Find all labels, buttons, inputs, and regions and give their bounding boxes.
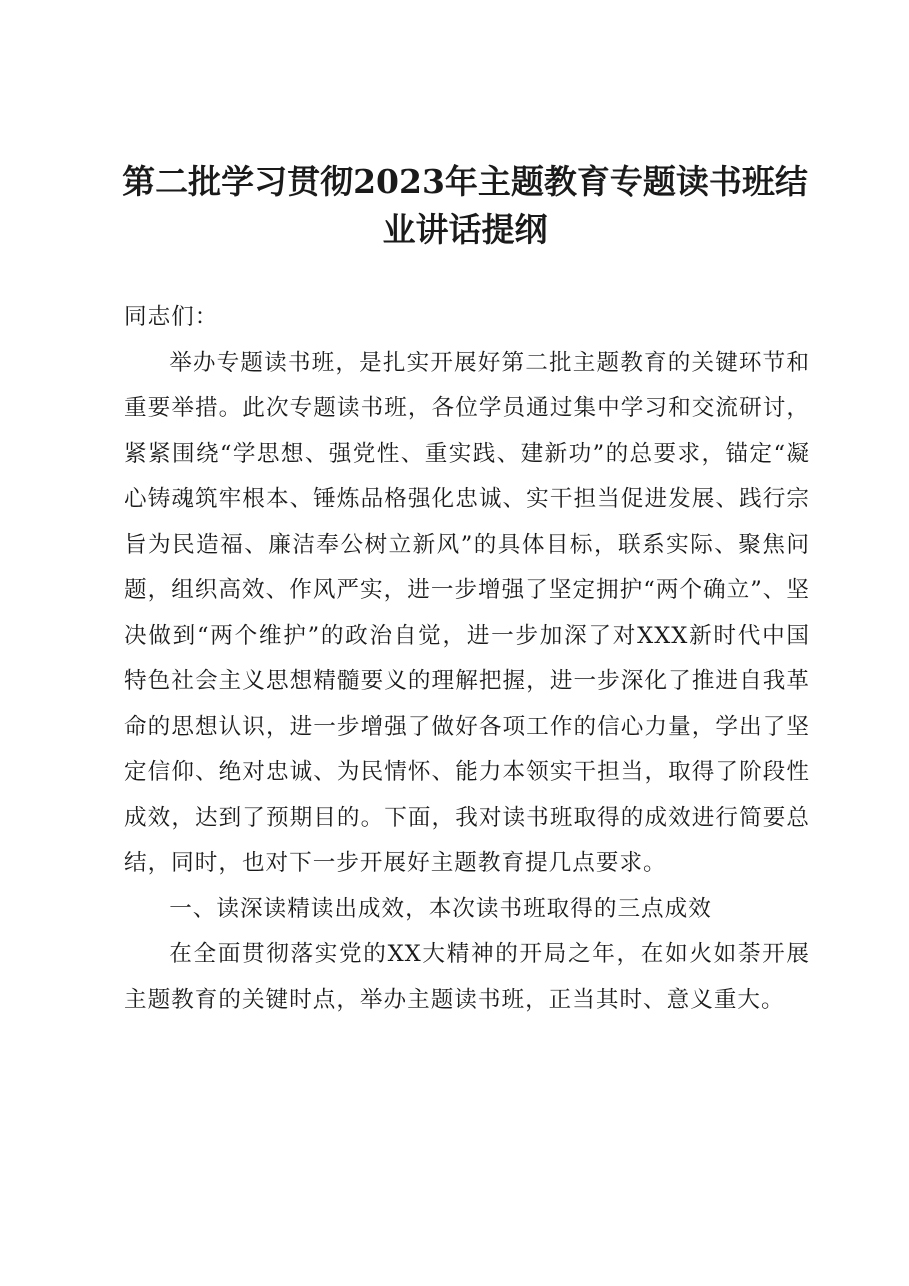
document-body <box>124 295 810 1023</box>
section-heading-1: 一、读深读精读出成效，本次读书班取得的三点成效 <box>169 895 712 922</box>
paragraph-intro: 举办专题读书班，是扎实开展好第二批主题教育的关键环节和重要举措。此次专题读书班，各位学员通过集中学习和交流研讨，紧紧围绕“学思想、强党性、重实践、建新功”的总要求，锚定“凝心铸魂筑牢根本、锤炼品格强化忠诚、实干担当促进发展、践行宗旨为民造福、廉洁奉公树立新风”的具体目标，联系实际、聚焦问题，组织高效、作风严实，进一步增强了坚定拥护“两个确立”、坚决做到“两个维护”的政治自觉，进一步加深了对XXX新时代中国特色社会主义思想精髓要义的理解把握，进一步深化了推进自我革命的思想认识，进一步增强了做好各项工作的信心力量，学出了坚定信仰、绝对忠诚、为民情怀、能力本领实干担当，取得了阶段性成效，达到了预期目的。下面，我对读书班取得的成效进行简要总结，同时，也对下一步开展好主题教育提几点要求。 <box>124 349 810 876</box>
paragraph-section-1: 在全面贯彻落实党的XX大精神的开局之年，在如火如荼开展主题教育的关键时点，举办主题读书班，正当其时、意义重大。 <box>124 941 810 1013</box>
salutation: 同志们： <box>124 304 219 330</box>
document-title: 第二批学习贯彻2023年主题教育专题读书班结业讲话提纲 <box>122 162 808 249</box>
